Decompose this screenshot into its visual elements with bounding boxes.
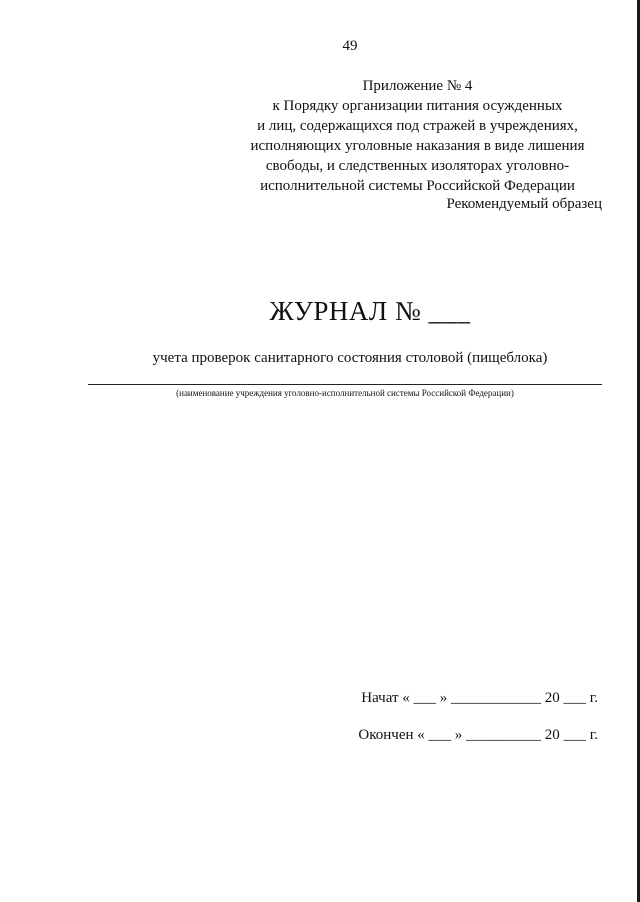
journal-title: ЖУРНАЛ № ___ — [269, 296, 471, 326]
journal-start-date: Начат « ___ » ____________ 20 ___ г. — [361, 690, 598, 706]
journal-end-date: Окончен « ___ » __________ 20 ___ г. — [358, 727, 598, 743]
appendix-line: исполняющих уголовные наказания в виде лишения — [250, 138, 585, 154]
appendix-line: и лиц, содержащихся под стражей в учреждениях, — [257, 118, 578, 134]
institution-name-line — [88, 384, 602, 385]
appendix-line: Приложение № 4 — [362, 78, 473, 94]
appendix-line: свободы, и следственных изоляторах уголовно- — [265, 158, 570, 174]
institution-name-caption: (наименование учреждения уголовно-исполнительной системы Российской Федерации) — [176, 388, 514, 398]
appendix-line: исполнительной системы Российской Федерации — [260, 178, 575, 194]
journal-subtitle: учета проверок санитарного состояния столовой (пищеблока) — [152, 350, 548, 366]
appendix-header — [230, 76, 605, 196]
appendix-line: к Порядку организации питания осужденных — [272, 98, 563, 114]
page-number: 49 — [342, 38, 358, 54]
recommended-sample-label: Рекомендуемый образец — [446, 196, 602, 212]
